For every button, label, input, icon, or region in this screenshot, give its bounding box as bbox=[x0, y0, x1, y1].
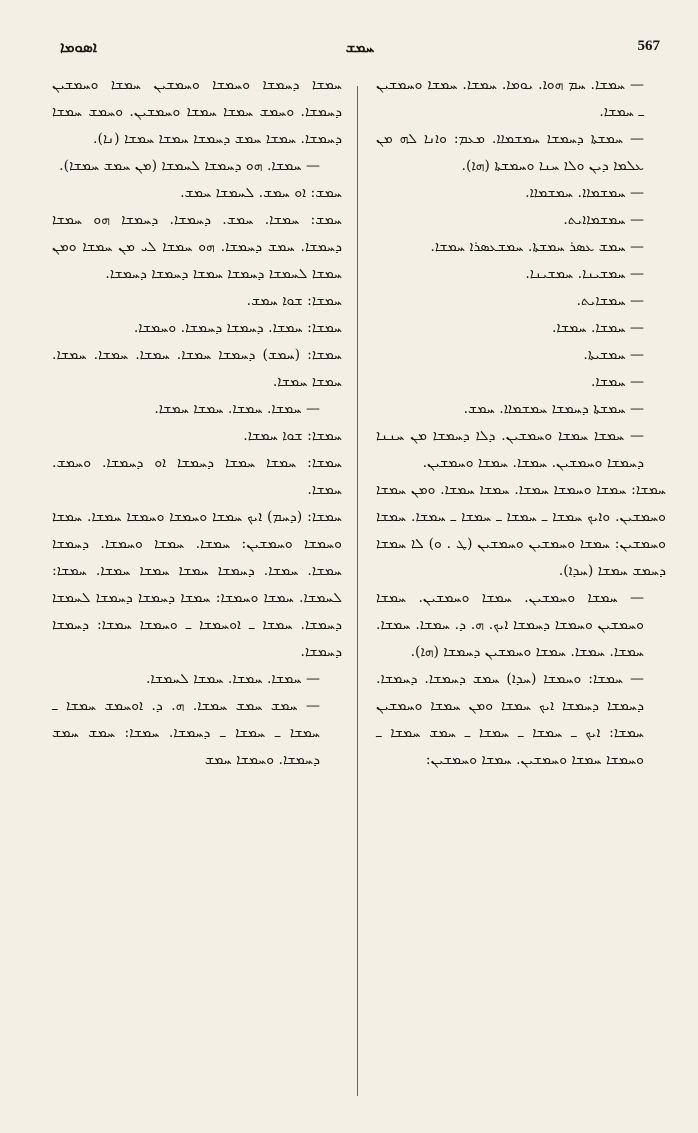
dictionary-entry: ܚܡܫ: ܚܡܫܐ. ܚܡܫ. ܕܚܡܫܐ. ܕܚܡܫܐ ܗܘ ܚܡܫܐ ܕܚܡܫܐ. ܚܡܫ ܕܚܡܫܐ. ܗܘ ܚܡܫܐ ܠܝ ܡܢ ܚܡܫܐ ܘܡܢ ܚܡܫܐ ܠܚܡܫܐ ܕܚܡܫܐ ܚܡܫܐ ܕܚܡܫܐ ܕܚܡܫܐ. bbox=[52, 212, 342, 282]
sub-entry: — ܚܡܫܐ. ܚܡܫܐ. bbox=[551, 320, 644, 336]
sub-entry: — ܚܡܫ ܥܣܪ ܚܡܫܬܐ. ܚܡܫܥܣܪܐ ܚܡܫܐ. bbox=[430, 239, 644, 255]
dictionary-entry: ܚܡܫܐ: ܫܘܐ ܚܡܫܐ. bbox=[243, 428, 342, 444]
sub-entry: — ܚܡܫܡܐܐ. ܚܡܫܡܐܐ. bbox=[525, 185, 644, 201]
running-head bbox=[60, 38, 660, 62]
running-head-left-word: ܐܣܘܡܐ bbox=[60, 38, 98, 56]
sub-entry: — ܚܡܫܐ. bbox=[590, 374, 644, 390]
sub-entry: — ܚܡܫܐ ܚܡܫܐ ܘܚܡܫܝܢ. ܕܠܐ ܕܚܡܫܐ ܡܢ ܚܢܢܐ ܕܚܡܫܐ ܘܚܡܫܝܢ. ܚܡܫܐ. ܚܡܫܐ ܘܚܡܫܝܢ. bbox=[376, 428, 644, 471]
page-number: 567 bbox=[637, 38, 660, 54]
sub-entry: — ܚܡܫܐ. ܗܘ ܕܚܡܫܐ ܠܚܡܫܐ (ܡܢ ܚܡܫ ܚܡܫܐ). bbox=[59, 158, 320, 174]
sub-entry: — ܚܡܫܬܐ ܕܚܡܫܐ ܚܡܫܡܐܐ. ܚܡܫ. bbox=[463, 401, 644, 417]
sub-entry: — ܚܡܫ ܚܡܫ ܚܡܫܐ. ܗ. ܕ. ܐܘܚܡܫ ܚܡܫܐ ـ ܚܡܫܐ ـ ܚܡܫܐ ـ ܕܚܡܫܐ. ܚܡܫܐ: ܚܡܫ ܚܡܫ ܕܚܡܫܐ. ܘܚܡܫܐ ܚܡܫ bbox=[52, 698, 320, 768]
dictionary-entry: ܚܡܫܐ: ܚܡܫܐ. ܕܚܡܫܐ ܕܚܡܫܐ. ܘܚܡܫܐ. bbox=[133, 320, 342, 336]
sub-entry: — ܚܡܫܐܝܬ. bbox=[576, 293, 644, 309]
running-head-center-word: ܚܡܫ bbox=[345, 38, 375, 56]
sub-entry: — ܚܡܫܐ. ܚܡܫܐ. ܚܡܫܐ ܠܚܡܫܐ. bbox=[145, 671, 320, 687]
sub-entry: — ܚܡܫܐ. ܚܡܫܐ. ܚܡܫܐ ܚܡܫܐ. bbox=[154, 401, 320, 417]
sub-entry: — ܚܡܫܝܬܐ. bbox=[583, 347, 644, 363]
dictionary-entry: ܚܡܫ: ܐܘ ܚܡܫ. ܠܚܡܫܐ ܚܡܫ. bbox=[180, 185, 342, 201]
sub-entry: — ܚܡܫܝܢܐ. ܚܡܫܝܢܐ. bbox=[525, 266, 644, 282]
dictionary-entry: ܚܡܫܐ: ܫܘܐ ܚܡܫ. bbox=[246, 293, 342, 309]
sub-entry: — ܚܡܫܐ ܘܚܡܫܝܢ. ܚܡܫܐ ܘܚܡܫܝܢ. ܚܡܫܐ ܘܚܡܫܝܢ ܘܚܡܫܐ ܕܚܡܫܐ ܐܝܟ. ܗ. ܕ. ܚܡܫܐ. ܚܡܫܐ. ܚܡܫܐ. ܚܡܫܐ. ܚܡܫܐ ܘܚܡܫܝܢ ܕܚܡܫܐ (ܗܐ). bbox=[376, 590, 644, 660]
sub-entry: — ܚܡܫܐ: ܘܚܡܫܐ (ܚܕܐ) ܚܡܫ ܕܚܡܫܐ. ܕܚܡܫܐ. ܕܚܡܫܐ ܕܚܡܫܐ ܐܝܟ ܚܡܫܐ ܘܡܢ ܚܡܫܐ ܘܚܡܫܝܢ ܚܡܫܐ: ܐܝܟ ـ ܚܡܫܐ ـ ܚܡܫܐ ـ ܚܡܫ ܚܡܫܐ ـ ܘܚܡܫܐ ܚܡܫܐ ܘܚܡܫܝܢ. ܚܡܫܐ ܘܚܡܫܝܢ: bbox=[376, 671, 644, 768]
dictionary-entry: ܚܡܫܐ: (ܚܡܫ) ܕܚܡܫܐ ܚܡܫܐ. ܚܡܫܐ. ܚܡܫܐ. ܚܡܫܐ. ܚܡܫܐ ܚܡܫܐ. bbox=[52, 347, 342, 390]
sub-entry: — ܚܡܫܬܐ ܕܚܡܫܐ ܚܡܫܡܐܐ. ܡܥܡ: ܘܐܢܐ ܠܗ ܡܢ ܥܠܡܐ ܕܝܢ ܘܠܐ ܚܢܐ ܘܚܡܫܬܐ (ܗܐ). bbox=[376, 131, 644, 174]
left-column bbox=[52, 72, 342, 1107]
dictionary-entry: ܚܡܫܐ: ܚܡܫܐ ܘܚܡܫܐ ܚܡܫܐ. ܚܡܫܐ ܚܡܫܐ. ܘܡܢ ܚܡܫܐ ܘܚܡܫܝܢ. ܘܐܝܟ ܚܡܫܐ ـ ܚܡܫܐ ـ ܚܡܫܐ ـ ܚܡܫܐ. ܚܡܫܐ ܘܚܡܫܝܢ: ܚܡܫܐ ܘܚܡܫܝܢ ܘܚܡܫܝܢ (ܛ . ܘ) ܠܐ ܚܡܫܐ ܕܚܡܫ ܚܡܫܐ (ܚܕܐ). bbox=[376, 482, 666, 579]
right-column bbox=[376, 72, 666, 1107]
dictionary-entry: ܚܡܫܐ: (ܕܚܡ) ܐܝܟ ܚܡܫܐ ܘܚܡܫܐ ܘܚܡܫܐ ܚܡܫܐ. ܚܡܫܐ ܘܚܡܫܐ ܘܚܡܫܝܢ: ܚܡܫܐ. ܚܡܫܐ ܘܚܡܫܐ. ܕܚܡܫܐ ܚܡܫܐ. ܚܡܫܐ. ܕܚܡܫܐ ܚܡܫܐ ܚܡܫܐ ܚܡܫܐ. ܚܡܫܐ: ܠܚܡܫܐ. ܚܡܫܐ ܘܚܡܫܐ: ܚܡܫܐ ܕܚܡܫܐ ܕܚܡܫܐ ܠܚܡܫܐ ܕܚܡܫܐ. ܚܡܫܐ ـ ܐܘܚܡܫܐ ـ ܘܚܡܫܐ ܚܡܫܐ: ܕܚܡܫܐ ܕܚܡܫܐ. bbox=[52, 509, 342, 660]
dictionary-entry: ܚܡܫܐ ܕܚܡܫܐ ܘܚܡܫܐ ܘܚܡܫܝܢ ܚܡܫܐ ܘܚܡܫܝܢ ܕܚܡܫܐ. ܘܚܡܫ ܚܡܫܐ ܚܡܫܐ ܘܚܡܫܝܢ. ܘܚܡܫ ܚܡܫܐ ܕܚܡܫܐ. ܚܡܫܐ ܚܡܫ ܕܚܡܫܐ ܚܡܫܐ ܚܡܫܐ (ܢܐ). bbox=[52, 77, 342, 147]
column-divider bbox=[357, 86, 358, 1096]
sub-entry: — ܚܡܫܡܐܐܝܬ. bbox=[563, 212, 644, 228]
sub-entry: — ܚܡܫܐ. ܚܡ ܗܘܐ. ܝܘܡܐ. ܚܡܫܐ. ܚܡܫܐ ܘܚܡܫܝܢ ـ ܚܡܫܐ. bbox=[376, 77, 644, 120]
dictionary-entry: ܚܡܫܐ: ܚܡܫܐ ܚܡܫܐ ܕܚܡܫܐ ܐܘ ܕܚܡܫܐ. ܘܚܡܫ. ܚܡܫܐ. bbox=[52, 455, 342, 498]
